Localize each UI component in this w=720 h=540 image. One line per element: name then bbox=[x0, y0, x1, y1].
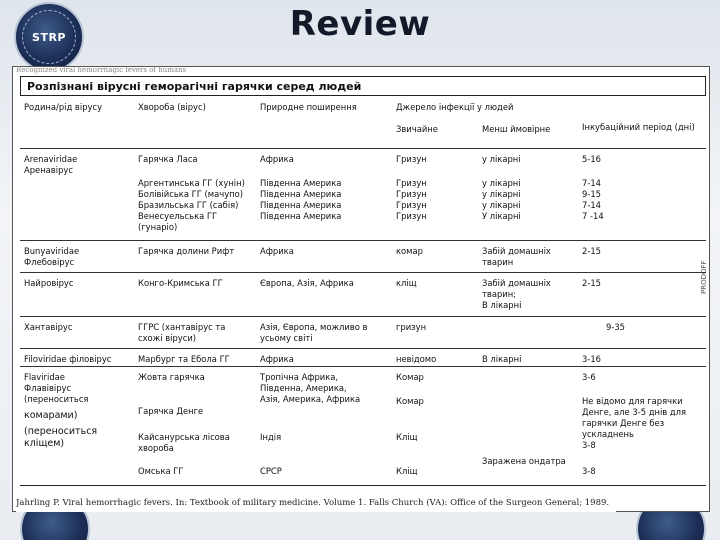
row-source-usual: гризун bbox=[396, 322, 427, 332]
row-incubation: 3-6 bbox=[582, 372, 596, 382]
vhf-table bbox=[20, 96, 706, 486]
row-distribution: Європа, Азія, Африка bbox=[260, 278, 354, 288]
row-source-usual: Гризун bbox=[396, 154, 427, 164]
header-incubation: Інкубаційний період (дні) bbox=[582, 122, 695, 132]
row-source-less: Заражена ондатра bbox=[482, 456, 566, 466]
row-source-usual: комар bbox=[396, 246, 423, 256]
row-divider bbox=[20, 366, 706, 367]
row-disease: Марбург та Ебола ГГ bbox=[138, 354, 230, 364]
row-family: Хантавірус bbox=[24, 322, 73, 332]
header-usual: Звичайне bbox=[396, 124, 438, 134]
row-disease: Гарячка Ласа bbox=[138, 154, 198, 164]
row-family: Bunyaviridae Флебовірус bbox=[24, 246, 80, 267]
row-distribution: Індія bbox=[260, 432, 282, 442]
row-source-usual: Гризун Гризун Гризун Гризун bbox=[396, 178, 427, 221]
row-family: Найровірус bbox=[24, 278, 74, 288]
row-disease: Гарячка Денге bbox=[138, 406, 204, 416]
side-margin-note: PRODOFF bbox=[700, 260, 708, 294]
row-disease: Гарячка долини Рифт bbox=[138, 246, 235, 256]
row-incubation: 9-35 bbox=[606, 322, 626, 332]
row-source-less: Забій домашніх тварин bbox=[482, 246, 551, 267]
header-disease: Хвороба (вірус) bbox=[138, 102, 206, 112]
header-family: Родина/рід вірусу bbox=[24, 102, 103, 112]
row-disease: Конго-Кримська ГГ bbox=[138, 278, 223, 288]
header-divider bbox=[20, 148, 706, 149]
row-incubation: 2-15 bbox=[582, 246, 602, 256]
row-distribution: Південна Америка Південна Америка Південна Америка Південна Америка bbox=[260, 178, 342, 221]
table-caption: Розпізнані вірусні геморагічні гарячки серед людей bbox=[20, 76, 706, 96]
row-distribution: Африка bbox=[260, 246, 294, 256]
row-disease: Аргентинська ГГ (хунін) Болівійська ГГ (мачупо) Бразильська ГГ (сабія) Венесуельська ГГ (гунаріо) bbox=[138, 178, 245, 232]
row-family: Arenaviridae Аренавірус bbox=[24, 154, 78, 175]
row-disease: Кайсанурська лісова хвороба bbox=[138, 432, 230, 453]
row-source-less: у лікарні bbox=[482, 154, 521, 164]
row-disease: Омська ГГ bbox=[138, 466, 184, 476]
row-source-usual: Комар bbox=[396, 396, 424, 406]
header-source: Джерело інфекції у людей bbox=[396, 102, 514, 112]
row-divider bbox=[20, 348, 706, 349]
logo-text: STRP bbox=[32, 31, 66, 44]
row-incubation: 7-14 9-15 7-14 7 -14 bbox=[582, 178, 604, 221]
slide-title: Review bbox=[289, 4, 431, 44]
row-source-usual: Кліщ bbox=[396, 432, 418, 442]
row-family: Filoviridae філовірус bbox=[24, 354, 112, 364]
row-distribution: Африка bbox=[260, 354, 294, 364]
row-family-vector: (переноситься кліщем) bbox=[24, 426, 98, 449]
row-incubation: Не відомо для гарячки Денге, але 3-5 днів для гарячки Денге без ускладнень 3-8 bbox=[582, 396, 687, 450]
row-source-less: Забій домашніх тварин; В лікарні bbox=[482, 278, 551, 310]
header-less-likely: Менш ймовірне bbox=[482, 124, 551, 134]
row-source-less: у лікарні у лікарні у лікарні У лікарні bbox=[482, 178, 521, 221]
row-distribution: Тропічна Африка, Південна, Америка, Азія, Америка, Африка bbox=[260, 372, 361, 404]
row-family: Flaviridae Флавівірус (переноситься bbox=[24, 372, 89, 404]
row-distribution: Азія, Європа, можливо в усьому світі bbox=[260, 322, 368, 343]
row-divider bbox=[20, 240, 706, 241]
row-source-usual: невідомо bbox=[396, 354, 437, 364]
row-incubation: 3-16 bbox=[582, 354, 602, 364]
row-distribution: Африка bbox=[260, 154, 294, 164]
row-family-vector: комарами) bbox=[24, 410, 78, 421]
row-disease: ГГРС (хантавірус та схожі віруси) bbox=[138, 322, 226, 343]
strp-logo bbox=[14, 2, 84, 72]
row-source-usual: Кліщ bbox=[396, 466, 418, 476]
row-divider bbox=[20, 316, 706, 317]
row-divider bbox=[20, 272, 706, 273]
row-incubation: 2-15 bbox=[582, 278, 602, 288]
source-citation: Jahrling P. Viral hemorrhagic fevers. In: Textbook of military medicine. Volume 1. Falls Church (VA): Office of the Surgeon General; 1989. bbox=[16, 498, 616, 512]
row-source-less: В лікарні bbox=[482, 354, 522, 364]
row-incubation: 3-8 bbox=[582, 466, 596, 476]
row-incubation: 5-16 bbox=[582, 154, 602, 164]
header-distribution: Природне поширення bbox=[260, 102, 357, 112]
row-distribution: СРСР bbox=[260, 466, 282, 476]
row-source-usual: кліщ bbox=[396, 278, 417, 288]
original-header-fragment: Recognized viral hemorrhagic fevers of humans bbox=[16, 66, 187, 74]
row-disease: Жовта гарячка bbox=[138, 372, 205, 382]
row-source-usual: Комар bbox=[396, 372, 424, 382]
